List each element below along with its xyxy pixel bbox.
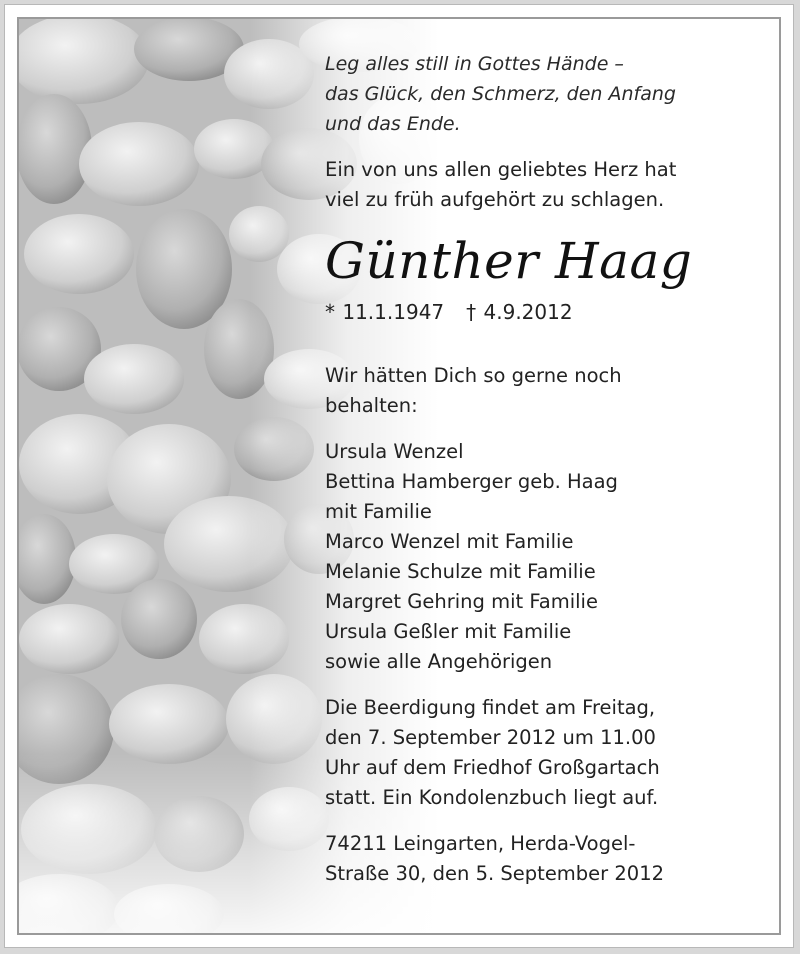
verse-line: und das Ende.: [325, 113, 461, 135]
life-dates: [325, 297, 765, 327]
intro-line: Ein von uns allen geliebtes Herz hat: [325, 158, 677, 181]
verse: [325, 49, 765, 139]
address: [325, 829, 765, 889]
funeral-line: statt. Ein Kondolenzbuch liegt auf.: [325, 786, 659, 809]
obituary-text: [325, 49, 765, 905]
obituary-border: [17, 17, 781, 935]
funeral-line: Uhr auf dem Friedhof Großgartach: [325, 756, 660, 779]
mourner: Melanie Schulze mit Familie: [325, 560, 596, 583]
birth-date: * 11.1.1947: [325, 300, 445, 324]
mourner: sowie alle Angehörigen: [325, 650, 553, 673]
mourner: Marco Wenzel mit Familie: [325, 530, 574, 553]
funeral-line: den 7. September 2012 um 11.00: [325, 726, 656, 749]
verse-line: Leg alles still in Gottes Hände –: [325, 53, 624, 75]
address-line: Straße 30, den 5. September 2012: [325, 862, 665, 885]
mourners-intro: [325, 361, 765, 421]
verse-line: das Glück, den Schmerz, den Anfang: [325, 83, 676, 105]
mourner: Margret Gehring mit Familie: [325, 590, 598, 613]
intro-text: [325, 155, 765, 215]
deceased-name: Günther Haag: [325, 232, 693, 290]
mourner: mit Familie: [325, 500, 432, 523]
mourner: Bettina Hamberger geb. Haag: [325, 470, 618, 493]
mourner: Ursula Wenzel: [325, 440, 464, 463]
mourners-intro-line: behalten:: [325, 394, 418, 417]
funeral-info: [325, 693, 765, 813]
death-date: † 4.9.2012: [466, 300, 573, 324]
funeral-line: Die Beerdigung findet am Freitag,: [325, 696, 656, 719]
mourners-intro-line: Wir hätten Dich so gerne noch: [325, 364, 622, 387]
obituary-frame: [4, 4, 794, 948]
mourner: Ursula Geßler mit Familie: [325, 620, 572, 643]
mourners-list: [325, 437, 765, 677]
intro-line: viel zu früh aufgehört zu schlagen.: [325, 188, 665, 211]
address-line: 74211 Leingarten, Herda-Vogel-: [325, 832, 636, 855]
